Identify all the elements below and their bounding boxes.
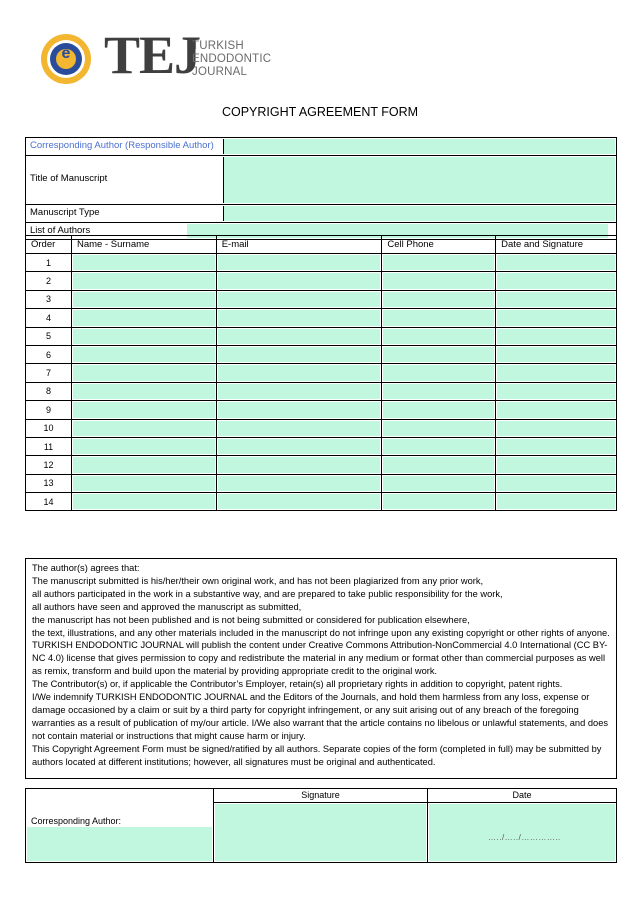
table-row [26,290,617,308]
header-name: Name - Surname [71,236,216,254]
email-field[interactable] [218,439,381,454]
date-signature-field[interactable] [497,329,615,344]
email-field[interactable] [218,476,381,491]
table-row [26,327,617,345]
name-field[interactable] [73,457,215,472]
phone-field[interactable] [383,457,494,472]
name-field[interactable] [73,255,215,270]
header-email: E-mail [216,236,382,254]
table-row [26,345,617,363]
name-field[interactable] [73,310,215,325]
name-field[interactable] [73,329,215,344]
authors-header-row [26,236,617,254]
manuscript-type-row [26,205,616,223]
order-number: 10 [26,419,72,437]
brand-letters: TEJ [104,25,201,85]
order-number: 5 [26,327,72,345]
agreement-intro: The author(s) agrees that: [32,563,140,573]
name-field[interactable] [73,384,215,399]
order-number: 13 [26,474,72,492]
order-number: 4 [26,309,72,327]
table-row [26,437,617,455]
email-field[interactable] [218,494,381,509]
order-number: 7 [26,364,72,382]
phone-field[interactable] [383,402,494,417]
corresponding-author-sign-label: Corresponding Author: [31,816,122,826]
date-signature-field[interactable] [497,476,615,491]
order-number: 8 [26,382,72,400]
phone-field[interactable] [383,439,494,454]
header-order: Order [26,236,72,254]
corresponding-author-field[interactable] [223,139,615,154]
agreement-paragraph: The manuscript submitted is his/her/their own original work, and has not been plagiarized from any prior work, [32,575,484,586]
logo-letter: e [61,45,71,62]
name-field[interactable] [73,494,215,509]
corresponding-author-row [26,138,616,156]
journal-name [192,40,271,79]
phone-field[interactable] [383,329,494,344]
table-row [26,364,617,382]
manuscript-info-block [25,137,617,240]
email-field[interactable] [218,421,381,436]
phone-field[interactable] [383,347,494,362]
table-row [26,493,617,511]
agreement-text-block [25,558,617,779]
email-field[interactable] [218,273,381,288]
header-date-signature: Date and Signature [496,236,617,254]
manuscript-type-field[interactable] [223,206,615,221]
form-title: COPYRIGHT AGREEMENT FORM [221,105,419,119]
phone-field[interactable] [383,421,494,436]
signature-block [25,788,617,863]
date-signature-field[interactable] [497,494,615,509]
table-row [26,474,617,492]
date-header: Date [512,790,532,800]
title-label: Title of Manuscript [30,173,108,184]
date-signature-field[interactable] [497,347,615,362]
phone-field[interactable] [383,255,494,270]
agreement-paragraph: I/We indemnify TURKISH ENDODONTIC JOURNAL and the Editors of the Journals, and hold them harmless from any loss, expense or damage occasioned by a claim or suit by a third party for copyright infringement, or any suit arising out of any breach of the foregoing warranties as a result of publication of my/our article. I/We also warrant that the article contains no libelous or unlawful statements, and does not contain material or instructions that might cause harm or injury. [32,692,609,741]
phone-field[interactable] [383,494,494,509]
date-placeholder: …../…../………….. [488,833,561,842]
list-of-authors-label: List of Authors [30,225,91,236]
signature-field[interactable] [215,804,426,861]
date-signature-field[interactable] [497,421,615,436]
name-field[interactable] [73,273,215,288]
table-row [26,382,617,400]
email-field[interactable] [218,310,381,325]
phone-field[interactable] [383,273,494,288]
journal-name-line: ENDODONTIC [192,53,272,65]
title-field[interactable] [223,157,615,203]
name-field[interactable] [73,476,215,491]
email-field[interactable] [218,402,381,417]
order-number: 14 [26,493,72,511]
order-number: 3 [26,290,72,308]
email-field[interactable] [218,384,381,399]
date-signature-field[interactable] [497,292,615,307]
corresponding-author-sign-field[interactable] [27,827,212,861]
order-number: 9 [26,401,72,419]
signature-header: Signature [301,790,340,800]
date-signature-field[interactable] [497,365,615,380]
name-field[interactable] [73,292,215,307]
title-row [26,156,616,205]
phone-field[interactable] [383,310,494,325]
order-number: 2 [26,272,72,290]
phone-field[interactable] [383,384,494,399]
phone-field[interactable] [383,476,494,491]
table-row [26,456,617,474]
email-field[interactable] [218,255,381,270]
order-number: 11 [26,437,72,455]
date-signature-field[interactable] [497,273,615,288]
agreement-paragraph: The Contributor(s) or, if applicable the Contributor’s Employer, retain(s) all proprietary rights in addition to copyright, patent rights. [32,679,563,690]
header-cell-phone: Cell Phone [382,236,496,254]
name-field[interactable] [73,365,215,380]
table-row [26,401,617,419]
journal-name-line: JOURNAL [192,66,248,78]
agreement-paragraph: all authors have seen and approved the manuscript as submitted, [32,601,302,612]
date-signature-field[interactable] [497,457,615,472]
journal-name-line: TURKISH [192,40,244,52]
name-field[interactable] [73,347,215,362]
date-signature-field[interactable] [497,255,615,270]
table-row [26,419,617,437]
order-number: 6 [26,345,72,363]
order-number: 12 [26,456,72,474]
email-field[interactable] [218,292,381,307]
email-field[interactable] [218,329,381,344]
agreement-paragraph: TURKISH ENDODONTIC JOURNAL will publish the content under Creative Commons Attribution-NonCommercial 4.0 International (CC BY-NC 4.0) license that gives permission to copy and redistribute the material in any medium or format other than commercial purposes as well as remix, transform and build upon the material by providing appropriate credit to the original work. [32,640,608,677]
table-row [26,272,617,290]
date-signature-field[interactable] [497,402,615,417]
agreement-paragraph: the manuscript has not been published and is not being submitted or considered for publication elsewhere, [32,614,470,625]
phone-field[interactable] [383,365,494,380]
date-signature-field[interactable] [497,310,615,325]
table-row [26,309,617,327]
email-field[interactable] [218,365,381,380]
email-field[interactable] [218,347,381,362]
date-signature-field[interactable] [497,439,615,454]
phone-field[interactable] [383,292,494,307]
authors-table [25,235,617,511]
name-field[interactable] [73,402,215,417]
email-field[interactable] [218,457,381,472]
header-divider [213,802,616,803]
name-field[interactable] [73,421,215,436]
agreement-paragraph: all authors participated in the work in a substantive way, and are prepared to take public responsibility for the work, [32,588,503,599]
order-number: 1 [26,254,72,272]
name-field[interactable] [73,439,215,454]
manuscript-type-label: Manuscript Type [30,207,100,218]
agreement-paragraph: the text, illustrations, and any other materials included in the manuscript do not infringe upon any existing copyright or other rights of anyone. [32,627,610,638]
corresponding-author-label: Corresponding Author (Responsible Author) [30,140,214,151]
agreement-paragraph: This Copyright Agreement Form must be signed/ratified by all authors. Separate copies of the form (completed in full) may be submitted by authors located at different institutions; however, all signatures must be original and authenticated. [32,743,602,767]
table-row [26,254,617,272]
date-signature-field[interactable] [497,384,615,399]
